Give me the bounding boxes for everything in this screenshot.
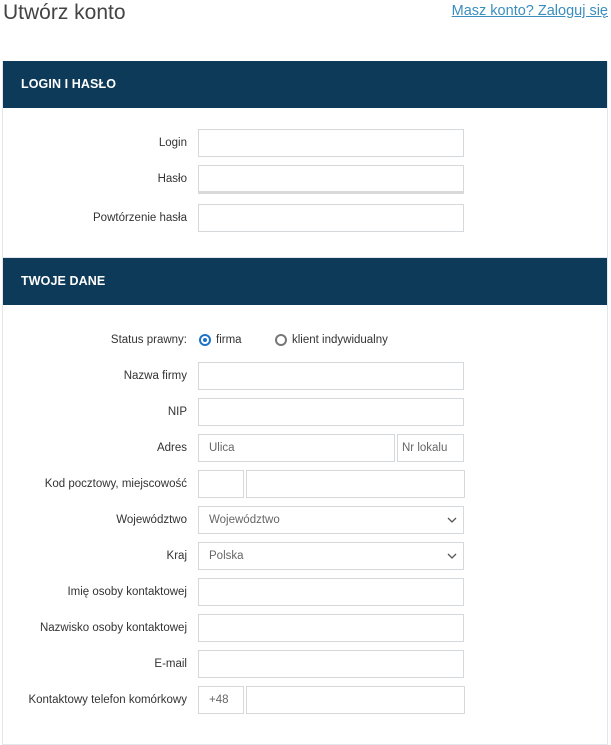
company-name-input[interactable] [198, 362, 464, 390]
country-select-value: Polska [209, 550, 244, 562]
city-input[interactable] [246, 470, 465, 498]
last-name-row [3, 614, 607, 642]
chevron-down-icon [447, 515, 457, 525]
country-select[interactable] [198, 542, 464, 570]
password-input[interactable] [198, 165, 464, 193]
personal-data-section-header: TWOJE DANE [3, 258, 607, 305]
first-name-input[interactable] [198, 578, 464, 606]
radio-unchecked-icon[interactable] [275, 334, 287, 346]
legal-status-label: Status prawny: [110, 334, 187, 346]
country-label: Kraj [166, 550, 187, 562]
nip-label: NIP [167, 406, 187, 418]
phone-label: Kontaktowy telefon komórkowy [28, 694, 187, 706]
company-name-row [3, 362, 607, 390]
chevron-down-icon [447, 551, 457, 561]
unit-number-input[interactable]: Nr lokalu [397, 434, 464, 462]
repeat-password-input[interactable] [198, 204, 464, 232]
email-row [3, 650, 607, 678]
postal-code-input[interactable] [198, 470, 244, 498]
last-name-input[interactable] [198, 614, 464, 642]
voivodeship-select-value: Województwo [209, 514, 280, 526]
voivodeship-row [3, 506, 607, 534]
country-row [3, 542, 607, 570]
login-input[interactable] [198, 129, 464, 157]
login-row [3, 129, 607, 157]
radio-individual[interactable] [275, 326, 388, 354]
login-section-header: LOGIN I HASŁO [3, 61, 607, 108]
password-label: Hasło [157, 173, 187, 185]
password-strength-bar [198, 191, 464, 194]
phone-input[interactable] [246, 686, 465, 714]
radio-company-label: firma [216, 334, 242, 346]
phone-row [3, 686, 607, 714]
radio-checked-icon[interactable] [199, 334, 211, 346]
postal-city-row [3, 470, 607, 498]
repeat-password-row [3, 204, 607, 232]
last-name-label: Nazwisko osoby kontaktowej [39, 622, 187, 634]
login-section [2, 61, 608, 258]
radio-individual-label: klient indywidualny [292, 334, 388, 346]
company-name-label: Nazwa firmy [123, 370, 187, 382]
nip-row [3, 398, 607, 426]
repeat-password-label: Powtórzenie hasła [93, 212, 187, 224]
nip-input[interactable] [198, 398, 464, 426]
legal-status-row [3, 326, 607, 354]
street-input[interactable]: Ulica [198, 434, 395, 462]
password-row [3, 165, 607, 193]
voivodeship-select[interactable] [198, 506, 464, 534]
personal-data-section [2, 258, 608, 745]
first-name-label: Imię osoby kontaktowej [67, 586, 187, 598]
login-label: Login [158, 137, 187, 149]
voivodeship-label: Województwo [116, 514, 187, 526]
first-name-row [3, 578, 607, 606]
radio-company[interactable] [199, 326, 242, 354]
phone-prefix-input[interactable]: +48 [198, 686, 244, 714]
login-link[interactable]: Masz konto? Zaloguj się [451, 3, 608, 19]
page-title: Utwórz konto [3, 1, 126, 24]
postal-city-label: Kod pocztowy, miejscowość [44, 478, 187, 490]
email-input[interactable] [198, 650, 464, 678]
email-label: E-mail [154, 658, 187, 670]
address-row [3, 434, 607, 462]
address-label: Adres [156, 442, 187, 454]
